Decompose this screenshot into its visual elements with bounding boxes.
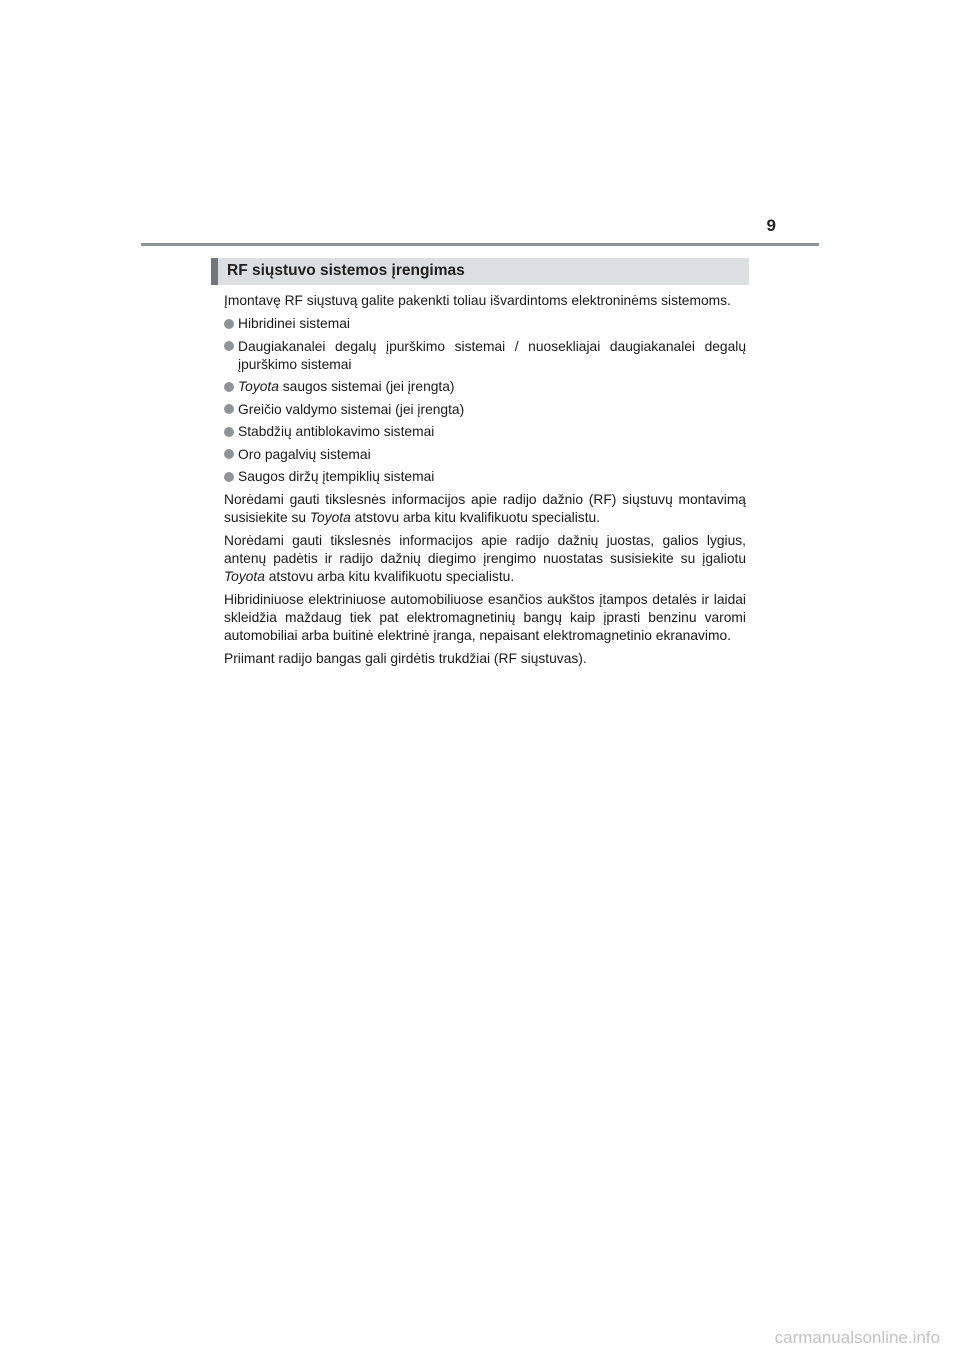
bullet-icon	[224, 341, 234, 351]
list-item	[224, 468, 746, 486]
brand-name: Toyota	[309, 510, 351, 525]
section-header	[211, 258, 749, 285]
para-text: Norėdami gauti tikslesnės informacijos apie radijo dažnio (RF) siųstuvų montavimą susisiekite su	[224, 492, 746, 525]
interference-paragraph: Priimant radijo bangas gali girdėtis trukdžiai (RF siųstuvas).	[224, 651, 587, 666]
bullet-icon	[224, 449, 234, 459]
list-item-text: saugos sistemai (jei įrengta)	[278, 379, 455, 394]
top-rule	[141, 243, 819, 246]
list-item	[224, 401, 746, 419]
list-item-text: Saugos diržų įtempiklių sistemai	[238, 469, 435, 484]
bullet-icon	[224, 472, 234, 482]
list-item	[224, 446, 746, 464]
para-text: atstovu arba kitu kvalifikuotu specialistu.	[264, 569, 515, 584]
content	[224, 292, 746, 673]
list-item	[224, 315, 746, 333]
para-text: Norėdami gauti tikslesnės informacijos apie radijo dažnių juostas, galios lygius, antenų padėtis ir radijo dažnių diegimo įrengimo nuostatas susisiekite su įgaliotu	[224, 533, 746, 566]
list-item	[224, 338, 746, 374]
watermark: carmanualsonline.info	[774, 1328, 940, 1347]
hybrid-emission-paragraph: Hibridiniuose elektriniuose automobiliuose esančios aukštos įtampos detalės ir laidai skleidžia maždaug tiek pat elektromagnetinių bangų kaip įprasti benzinu varomi automobiliai arba buitinė elektrinė įranga, nepaisant elektromagnetinio ekranavimo.	[224, 592, 746, 643]
list-item	[224, 423, 746, 441]
para-text: atstovu arba kitu kvalifikuotu specialistu.	[350, 510, 601, 525]
list-item-text: Daugiakanalei degalų įpurškimo sistemai / nuosekliajai daugiakanalei degalų įpurškimo sistemai	[238, 338, 746, 372]
bullet-icon	[224, 427, 234, 437]
bullet-icon	[224, 382, 234, 392]
list-item	[224, 378, 746, 396]
brand-name: Toyota	[238, 379, 279, 394]
brand-name: Toyota	[224, 569, 265, 584]
list-item-text: Stabdžių antiblokavimo sistemai	[238, 424, 435, 439]
list-item-text: Greičio valdymo sistemai (jei įrengta)	[238, 401, 465, 417]
section-title: RF siųstuvo sistemos įrengimas	[227, 262, 465, 279]
list-item-text: Oro pagalvių sistemai	[238, 446, 371, 462]
bullet-list	[224, 315, 746, 486]
bullet-icon	[224, 319, 234, 329]
dealer-info-paragraph	[224, 491, 746, 527]
bullet-icon	[224, 404, 234, 414]
frequency-info-paragraph	[224, 532, 746, 586]
list-item-text: Hibridinei sistemai	[238, 316, 350, 331]
intro-paragraph: Įmontavę RF siųstuvą galite pakenkti toliau išvardintoms elektroninėms sistemoms.	[224, 293, 731, 308]
page-number: 9	[766, 216, 776, 235]
